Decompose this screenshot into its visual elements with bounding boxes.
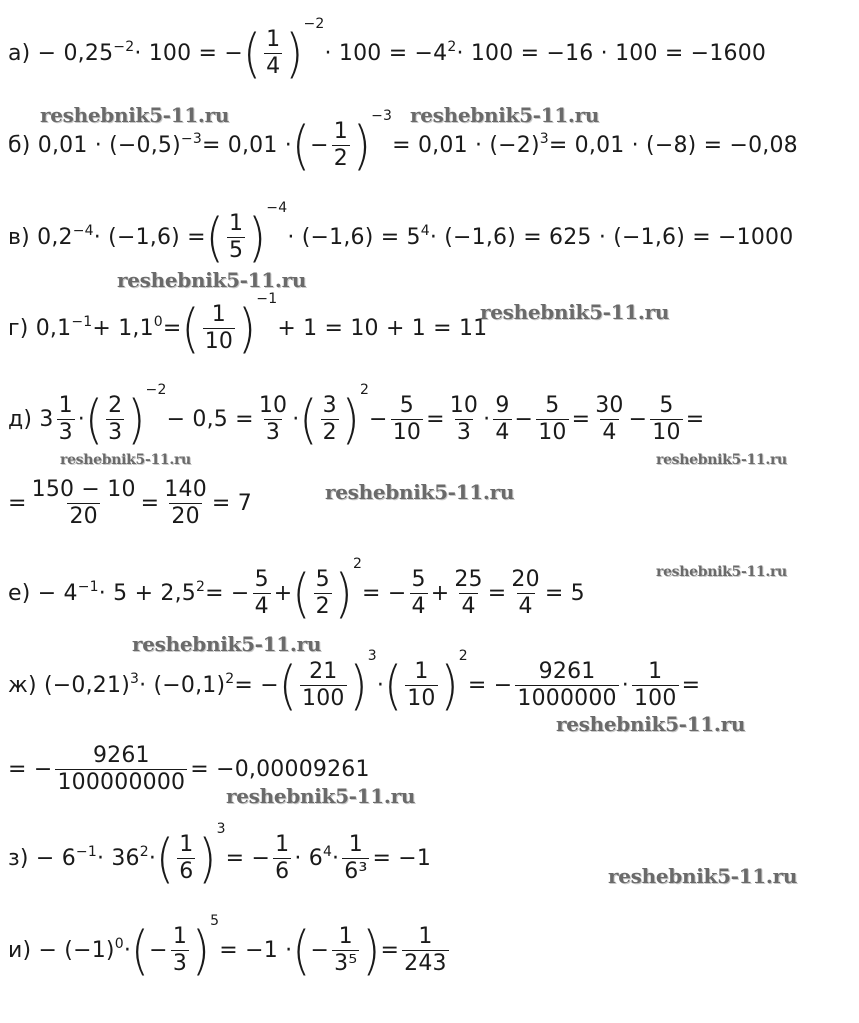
denominator: 4 [602, 419, 617, 445]
text: = [685, 406, 705, 432]
fraction [342, 832, 369, 884]
text: = − [205, 580, 250, 606]
text: а) − 0,25 [8, 40, 114, 66]
denominator: 6 [275, 858, 290, 884]
exponent: 3 [129, 671, 140, 687]
fraction [452, 567, 484, 619]
left-paren: ( [299, 387, 318, 451]
text: − [369, 406, 388, 432]
numerator: 5 [545, 393, 560, 419]
text: · [332, 845, 340, 871]
text: г) 0,1 [8, 315, 72, 341]
right-paren: ) [362, 918, 381, 982]
numerator: 1 [228, 211, 244, 237]
text: − [628, 406, 648, 432]
fraction [264, 27, 282, 79]
denominator: 4 [461, 593, 476, 619]
fraction [300, 659, 347, 711]
denominator: 3 [108, 419, 123, 445]
text: = [162, 315, 182, 341]
text: = − [8, 756, 53, 782]
fraction [30, 477, 138, 529]
fraction [593, 393, 625, 445]
denominator: 20 [171, 503, 200, 529]
right-paren: ) [352, 113, 372, 177]
right-paren: ) [285, 21, 304, 85]
fraction [106, 393, 124, 445]
exponent: −1 [77, 579, 99, 595]
fraction [405, 659, 437, 711]
numerator: 5 [254, 567, 269, 593]
numerator: 9261 [538, 659, 596, 685]
text: = [426, 406, 445, 432]
denominator: 3 [265, 419, 281, 445]
right-paren: ) [440, 653, 459, 717]
watermark: reshebnik5-11.ru [480, 300, 670, 324]
text: з) − 6 [8, 845, 76, 871]
exponent: −4 [266, 200, 288, 216]
denominator: 3 [456, 419, 472, 445]
denominator: 4 [411, 593, 426, 619]
text: и) − (−1) [8, 937, 115, 963]
solution-line-e [8, 558, 585, 628]
watermark: reshebnik5-11.ru [410, 103, 600, 127]
exponent: 4 [322, 844, 333, 860]
denominator: 6³ [344, 858, 368, 884]
fraction [321, 393, 339, 445]
watermark: reshebnik5-11.ru [40, 103, 230, 127]
left-paren: ( [205, 205, 224, 269]
text: д) 3 [8, 406, 54, 432]
text: = 7 [211, 490, 252, 516]
text: · 5 + 2,5 [98, 580, 196, 606]
text: + [273, 580, 293, 606]
minus-sign: − [310, 132, 329, 158]
text: = [140, 490, 160, 516]
numerator: 10 [449, 393, 479, 419]
text: · 100 = − [134, 40, 243, 66]
fraction [650, 393, 682, 445]
fraction [509, 567, 541, 619]
denominator: 6 [179, 858, 194, 884]
numerator: 9 [495, 393, 510, 419]
text: · [621, 672, 629, 698]
fraction [332, 924, 359, 976]
numerator: 9261 [92, 743, 150, 769]
denominator: 10 [407, 685, 436, 711]
numerator: 1 [211, 302, 226, 328]
exponent: 2 [447, 39, 457, 55]
fraction [57, 393, 75, 445]
minus-sign: − [149, 937, 168, 963]
solution-line-z [8, 823, 431, 893]
fraction [536, 393, 568, 445]
right-paren: ) [334, 561, 353, 625]
watermark: reshebnik5-11.ru [132, 632, 322, 656]
solution-line-d [8, 384, 704, 454]
solution-line-v [8, 202, 793, 272]
text: + [430, 580, 450, 606]
left-paren: ( [181, 296, 200, 360]
denominator: 4 [495, 419, 510, 445]
solution-line-a [8, 18, 766, 88]
numerator: 5 [315, 567, 330, 593]
denominator: 20 [69, 503, 98, 529]
fraction [493, 393, 511, 445]
solution-line-d-cont [8, 468, 252, 538]
denominator: 10 [652, 419, 681, 445]
exponent: 0 [153, 314, 163, 330]
denominator: 4 [266, 53, 281, 79]
right-paren: ) [349, 653, 368, 717]
text: б) 0,01 · (−0,5) [8, 132, 181, 158]
fraction [55, 743, 187, 795]
text: ж) (−0,21) [8, 672, 130, 698]
numerator: 30 [595, 393, 624, 419]
left-paren: ( [278, 653, 298, 717]
exponent: 4 [420, 223, 430, 239]
denominator: 2 [315, 593, 330, 619]
numerator: 5 [399, 393, 414, 419]
right-paren: ) [238, 296, 257, 360]
text: = [8, 490, 27, 516]
text: · [77, 406, 85, 432]
text: · 6 [294, 845, 323, 871]
fraction [253, 567, 271, 619]
text: · (−1,6) = 5 [287, 224, 421, 250]
denominator: 3 [58, 419, 73, 445]
exponent: 2 [139, 844, 149, 860]
denominator: 100000000 [57, 769, 186, 795]
watermark: reshebnik5-11.ru [556, 712, 746, 736]
fraction [515, 659, 618, 711]
denominator: 100 [633, 685, 677, 711]
numerator: 2 [108, 393, 123, 419]
numerator: 5 [411, 567, 426, 593]
text: + 1 = 10 + 1 = 11 [277, 315, 488, 341]
numerator: 1 [348, 832, 363, 858]
text: = 0,01 · (−8) = −0,08 [548, 132, 798, 158]
watermark: reshebnik5-11.ru [60, 452, 191, 468]
exponent: −1 [256, 291, 278, 307]
text: = − [234, 672, 279, 698]
text: = −1 · [219, 937, 293, 963]
numerator: 1 [58, 393, 73, 419]
fraction [273, 832, 291, 884]
right-paren: ) [127, 387, 146, 451]
exponent: 3 [216, 821, 226, 837]
exponent: 3 [539, 131, 549, 147]
text: = − [467, 672, 513, 698]
left-paren: ( [85, 387, 104, 451]
left-paren: ( [292, 561, 311, 625]
denominator: 10 [204, 328, 234, 354]
text: = [681, 672, 701, 698]
text: · (−1,6) = [93, 224, 206, 250]
exponent: 0 [114, 936, 124, 952]
exponent: −2 [145, 382, 167, 398]
exponent: 2 [458, 648, 468, 664]
denominator: 10 [538, 419, 567, 445]
exponent: −3 [371, 108, 393, 124]
denominator: 4 [518, 593, 533, 619]
solution-line-zh [8, 650, 700, 720]
text: · (−1,6) = 625 · (−1,6) = −1000 [429, 224, 794, 250]
numerator: 25 [454, 567, 483, 593]
denominator: 5 [228, 237, 244, 263]
text: · 100 = −4 [324, 40, 448, 66]
numerator: 140 [164, 477, 207, 503]
exponent: −2 [303, 16, 325, 32]
left-paren: ( [242, 21, 262, 85]
exponent: 2 [352, 556, 363, 572]
left-paren: ( [292, 918, 311, 982]
right-paren: ) [248, 205, 267, 269]
text: в) 0,2 [8, 224, 73, 250]
numerator: 1 [338, 924, 353, 950]
watermark: reshebnik5-11.ru [608, 864, 798, 888]
numerator: 150 − 10 [31, 477, 136, 503]
fraction [391, 393, 423, 445]
text: · 36 [96, 845, 140, 871]
numerator: 1 [266, 27, 281, 53]
text: · [148, 845, 157, 871]
text: = [487, 580, 507, 606]
solution-line-g [8, 293, 487, 363]
watermark: reshebnik5-11.ru [325, 480, 515, 504]
numerator: 21 [309, 659, 338, 685]
denominator: 1000000 [517, 685, 617, 711]
fraction [332, 119, 350, 171]
right-paren: ) [198, 826, 217, 890]
text: = −0,00009261 [190, 756, 370, 782]
denominator: 3⁵ [334, 950, 358, 976]
fraction [227, 211, 245, 263]
text: + 1,1 [92, 315, 154, 341]
text: = −1 [372, 845, 432, 871]
fraction [314, 567, 332, 619]
text: = − [225, 845, 271, 871]
numerator: 1 [172, 924, 188, 950]
left-paren: ( [384, 653, 403, 717]
fraction [448, 393, 480, 445]
watermark: reshebnik5-11.ru [656, 564, 787, 580]
denominator: 243 [404, 950, 447, 976]
watermark: reshebnik5-11.ru [226, 784, 416, 808]
exponent: 2 [196, 579, 206, 595]
text: · [123, 937, 132, 963]
exponent: 5 [210, 913, 220, 929]
fraction [162, 477, 209, 529]
denominator: 2 [333, 145, 348, 171]
denominator: 3 [172, 950, 188, 976]
numerator: 5 [659, 393, 674, 419]
denominator: 10 [392, 419, 422, 445]
fraction [177, 832, 195, 884]
text: · 100 = −16 · 100 = −1600 [456, 40, 767, 66]
watermark: reshebnik5-11.ru [117, 268, 307, 292]
exponent: −1 [71, 314, 93, 330]
numerator: 1 [179, 832, 194, 858]
left-paren: ( [156, 826, 175, 890]
text: · [292, 406, 300, 432]
text: = 5 [544, 580, 585, 606]
numerator: 1 [275, 832, 290, 858]
exponent: 3 [367, 648, 377, 664]
fraction [402, 924, 449, 976]
fraction [410, 567, 428, 619]
text: = 0,01 · (−2) [392, 132, 540, 158]
text: · [376, 672, 385, 698]
text: = 0,01 · [201, 132, 292, 158]
text: = [571, 406, 591, 432]
exponent: −3 [180, 131, 202, 147]
solution-line-i [8, 915, 452, 985]
numerator: 1 [333, 119, 348, 145]
numerator: 1 [414, 659, 429, 685]
text: = [380, 937, 400, 963]
text: − [514, 406, 534, 432]
numerator: 10 [258, 393, 288, 419]
text: − 0,5 = [166, 406, 254, 432]
fraction [171, 924, 189, 976]
exponent: −4 [72, 223, 94, 239]
fraction [203, 302, 235, 354]
left-paren: ( [291, 113, 311, 177]
text: · (−0,1) [139, 672, 226, 698]
numerator: 3 [322, 393, 337, 419]
text: · [483, 406, 491, 432]
exponent: 2 [359, 382, 370, 398]
fraction [632, 659, 679, 711]
exponent: 2 [225, 671, 235, 687]
denominator: 100 [302, 685, 345, 711]
denominator: 2 [322, 419, 337, 445]
text: е) − 4 [8, 580, 78, 606]
fraction [257, 393, 289, 445]
exponent: −2 [113, 39, 135, 55]
numerator: 20 [511, 567, 540, 593]
exponent: −1 [75, 844, 97, 860]
right-paren: ) [341, 387, 360, 451]
minus-sign: − [310, 937, 330, 963]
numerator: 1 [418, 924, 433, 950]
denominator: 4 [254, 593, 269, 619]
right-paren: ) [192, 918, 211, 982]
text: = − [362, 580, 407, 606]
watermark: reshebnik5-11.ru [656, 452, 787, 468]
left-paren: ( [131, 918, 150, 982]
numerator: 1 [648, 659, 663, 685]
